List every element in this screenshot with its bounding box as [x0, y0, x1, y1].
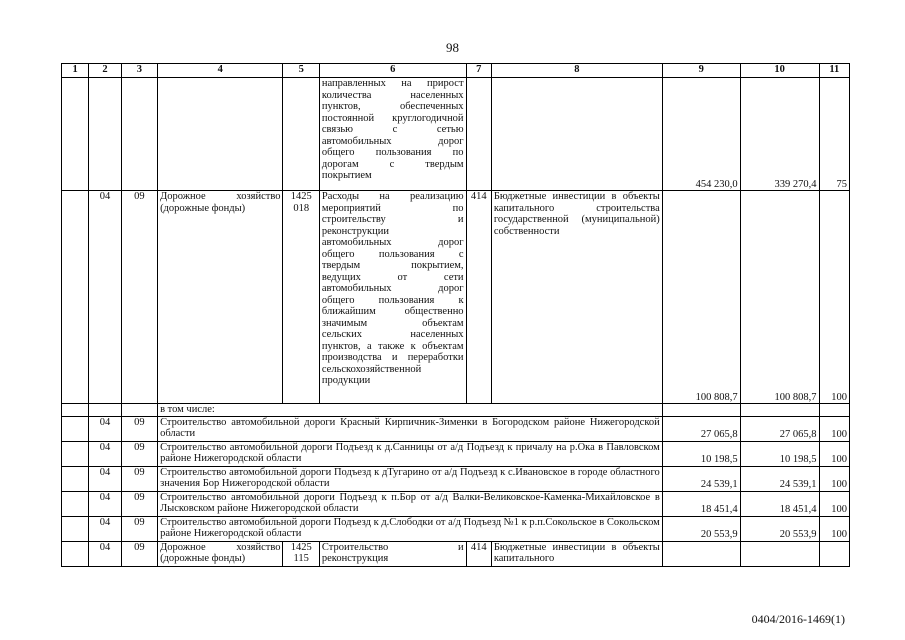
table-cell: 414 [466, 541, 491, 566]
text-line: реконструкции [321, 225, 389, 237]
table-cell: Строительство автомобильной дороги Подъезд к д.Санницы от а/д Подъезд к причалу на р.Ока в Павловском районе Нижегородской области [158, 441, 663, 466]
text-line: связью с сетью [321, 124, 464, 135]
table-cell: 75 [819, 78, 849, 191]
table-cell: 100 [819, 416, 849, 441]
table-cell [62, 404, 89, 417]
table-cell: 09 [121, 191, 157, 404]
table-cell: 04 [89, 516, 121, 541]
text-line: общего пользования с [321, 248, 464, 260]
text-line: автомобильных дорог [321, 135, 464, 147]
table-cell [319, 78, 466, 191]
text-line: пунктов, а также к объектам [321, 340, 464, 352]
text-line: значимым объектам [321, 317, 464, 329]
table-cell: 100 808,7 [740, 191, 819, 404]
table-cell: 20 553,9 [740, 516, 819, 541]
text-line: общего пользования по [321, 147, 464, 158]
table-cell: 27 065,8 [740, 416, 819, 441]
table-cell: Дорожное хозяйство (дорожные фонды) [158, 541, 283, 566]
header-cell: 6 [319, 64, 466, 78]
table-cell: 339 270,4 [740, 78, 819, 191]
table-cell: 100 [819, 516, 849, 541]
text-line: ближайшим общественно [321, 306, 464, 317]
table-cell: Бюджетные инвестиции в объекты капитального строительства государственной (муниципальной) собственности [491, 191, 662, 404]
table-cell: Строительство автомобильной дороги Подъезд к д.Слободки от а/д Подъезд №1 к р.п.Сокольское в Сокольском районе Нижегородской области [158, 516, 663, 541]
table-cell [819, 404, 849, 417]
text-line: пунктов, обеспеченных [321, 101, 464, 112]
table-cell: Бюджетные инвестиции в объекты капитального [491, 541, 662, 566]
table-cell [158, 78, 283, 191]
table-cell [740, 404, 819, 417]
table-cell [89, 404, 121, 417]
table-cell [62, 491, 89, 516]
table-cell [62, 516, 89, 541]
table-cell: 100 808,7 [662, 191, 740, 404]
text-line: общего пользования к [321, 294, 464, 306]
text-line: продукции [321, 375, 371, 386]
table-cell: 04 [89, 466, 121, 491]
table-cell: 04 [89, 541, 121, 566]
header-cell: 4 [158, 64, 283, 78]
table-cell [89, 78, 121, 191]
table-cell [62, 416, 89, 441]
text-line: дорогам с твердым [321, 158, 464, 170]
table-row [62, 404, 850, 417]
table-row [62, 441, 850, 466]
header-cell: 10 [740, 64, 819, 78]
header-cell: 8 [491, 64, 662, 78]
text-line: покрытием [321, 170, 372, 181]
table-cell [283, 78, 319, 191]
text-line: сельских населенных [321, 329, 464, 340]
text-line: мероприятий по [321, 202, 464, 214]
text-line: ведущих от сети [321, 271, 464, 283]
page-number: 98 [446, 40, 459, 55]
table-cell [121, 404, 157, 417]
text-line: количества населенных [321, 89, 464, 101]
table-cell [662, 541, 740, 566]
table-cell [662, 404, 740, 417]
table-row [62, 78, 850, 191]
text-line: строительству и [321, 214, 464, 225]
table-cell: 18 451,4 [740, 491, 819, 516]
text-line: автомобильных дорог [321, 283, 464, 294]
table-cell [62, 541, 89, 566]
table-cell: 04 [89, 441, 121, 466]
table-cell: 100 [819, 491, 849, 516]
table-cell: 04 [89, 491, 121, 516]
table-cell [819, 541, 849, 566]
table-row [62, 491, 850, 516]
table-cell: Строительство автомобильной дороги Подъезд к п.Бор от а/д Валки-Великовское-Каменка-Михайловское в Лысковском районе Нижегородской области [158, 491, 663, 516]
table-cell: 1425 115 [283, 541, 319, 566]
table-cell: 20 553,9 [662, 516, 740, 541]
table-cell [62, 466, 89, 491]
header-row [62, 64, 850, 78]
text-line: сельскохозяйственной [321, 363, 422, 375]
text-line: Расходы на реализацию [321, 191, 464, 202]
table-row [62, 541, 850, 566]
table-cell: 454 230,0 [662, 78, 740, 191]
text-line: направленных на прирост [321, 78, 464, 89]
table-cell: 09 [121, 416, 157, 441]
table-cell [740, 541, 819, 566]
table-cell [62, 191, 89, 404]
table-cell [121, 78, 157, 191]
header-cell: 3 [121, 64, 157, 78]
table-cell: 09 [121, 491, 157, 516]
table-cell: 18 451,4 [662, 491, 740, 516]
table-cell: 414 [466, 191, 491, 404]
text-line: постоянной круглогодичной [321, 112, 464, 124]
table-cell: Строительство автомобильной дороги Красный Кирпичник-Зименки в Богородском районе Нижегородской области [158, 416, 663, 441]
text-line: производства и переработки [321, 352, 464, 363]
table-cell: 09 [121, 466, 157, 491]
table-cell: 24 539,1 [662, 466, 740, 491]
budget-table [61, 63, 850, 567]
header-cell: 5 [283, 64, 319, 78]
table-cell: 09 [121, 516, 157, 541]
table-cell [62, 441, 89, 466]
text-line: твердым покрытием, [321, 260, 464, 271]
table-cell: Строительство и реконструкция [319, 541, 466, 566]
table-cell: 04 [89, 416, 121, 441]
table-row [62, 466, 850, 491]
table-cell: 10 198,5 [740, 441, 819, 466]
header-cell: 7 [466, 64, 491, 78]
table-cell: 24 539,1 [740, 466, 819, 491]
document-code: 0404/2016-1469(1) [751, 612, 845, 626]
table-cell [491, 78, 662, 191]
header-cell: 9 [662, 64, 740, 78]
table-cell: 10 198,5 [662, 441, 740, 466]
text-line: автомобильных дорог [321, 237, 464, 248]
table-cell: Дорожное хозяйство (дорожные фонды) [158, 191, 283, 404]
table-cell: 27 065,8 [662, 416, 740, 441]
table-cell: Строительство автомобильной дороги Подъезд к дТугарино от а/д Подъезд к с.Ивановское в городе областного значения Бор Нижегородской области [158, 466, 663, 491]
table-cell: 100 [819, 191, 849, 404]
table-cell [319, 191, 466, 404]
table-cell: 100 [819, 441, 849, 466]
table-row [62, 191, 850, 404]
table-row [62, 416, 850, 441]
table-cell: 04 [89, 191, 121, 404]
table-cell: 09 [121, 441, 157, 466]
header-cell: 1 [62, 64, 89, 78]
table-cell: 09 [121, 541, 157, 566]
table-cell [466, 78, 491, 191]
header-cell: 11 [819, 64, 849, 78]
including-label: в том числе: [158, 404, 663, 417]
table-cell: 1425 018 [283, 191, 319, 404]
header-cell: 2 [89, 64, 121, 78]
table-row [62, 516, 850, 541]
table-cell [62, 78, 89, 191]
table-cell: 100 [819, 466, 849, 491]
